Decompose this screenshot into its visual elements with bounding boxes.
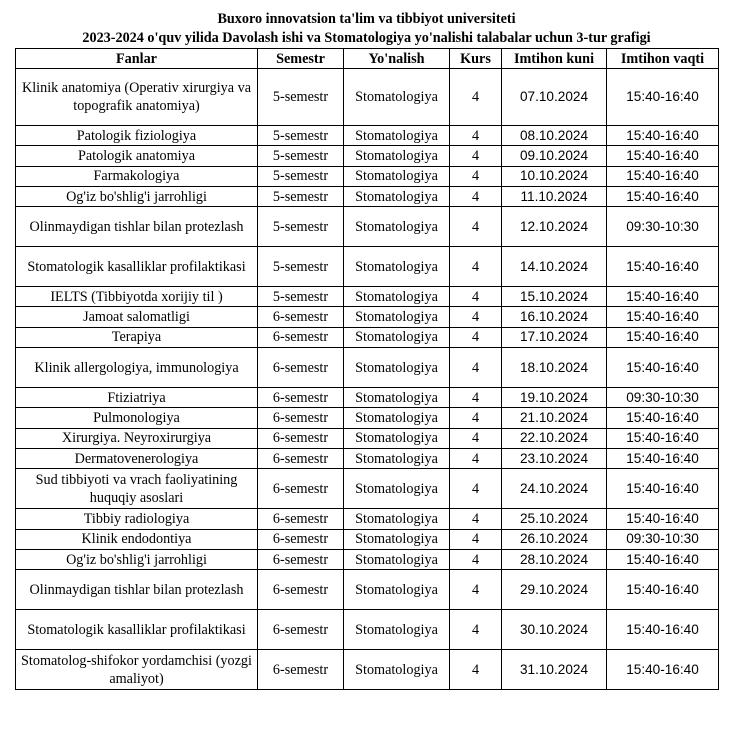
- exam-time-cell: 15:40-16:40: [607, 469, 719, 509]
- direction-cell: Stomatologiya: [344, 146, 450, 166]
- semester-cell: 5-semestr: [258, 247, 344, 287]
- course-cell: 4: [450, 247, 502, 287]
- table-row: [16, 529, 719, 549]
- direction-cell: Stomatologiya: [344, 529, 450, 549]
- course-cell: 4: [450, 549, 502, 569]
- exam-date-cell: 25.10.2024: [502, 509, 607, 529]
- table-row: [16, 448, 719, 468]
- direction-cell: Stomatologiya: [344, 448, 450, 468]
- exam-time-cell: 15:40-16:40: [607, 247, 719, 287]
- direction-cell: Stomatologiya: [344, 186, 450, 206]
- subject-cell: Tibbiy radiologiya: [16, 509, 258, 529]
- course-cell: 4: [450, 428, 502, 448]
- exam-time-cell: 15:40-16:40: [607, 186, 719, 206]
- table-row: [16, 307, 719, 327]
- subject-cell: Olinmaydigan tishlar bilan protezlash: [16, 207, 258, 247]
- course-cell: 4: [450, 207, 502, 247]
- course-cell: 4: [450, 69, 502, 126]
- exam-time-cell: 15:40-16:40: [607, 307, 719, 327]
- table-row: [16, 408, 719, 428]
- semester-cell: 6-semestr: [258, 408, 344, 428]
- exam-time-cell: 09:30-10:30: [607, 388, 719, 408]
- exam-time-cell: 09:30-10:30: [607, 207, 719, 247]
- exam-date-cell: 19.10.2024: [502, 388, 607, 408]
- semester-cell: 6-semestr: [258, 388, 344, 408]
- exam-time-cell: 15:40-16:40: [607, 570, 719, 610]
- column-header-yonalish: Yo'nalish: [344, 49, 450, 69]
- semester-cell: 6-semestr: [258, 469, 344, 509]
- schedule-title: 2023-2024 o'quv yilida Davolash ishi va Stomatologiya yo'nalishi talabalar uchun 3-tur grafigi: [82, 30, 651, 46]
- direction-cell: Stomatologiya: [344, 408, 450, 428]
- exam-time-cell: 15:40-16:40: [607, 146, 719, 166]
- exam-time-cell: 15:40-16:40: [607, 448, 719, 468]
- semester-cell: 6-semestr: [258, 650, 344, 690]
- subject-cell: Dermatovenerologiya: [16, 448, 258, 468]
- university-title: Buxoro innovatsion ta'lim va tibbiyot universiteti: [217, 11, 516, 27]
- column-header-fanlar: Fanlar: [16, 49, 258, 69]
- exam-date-cell: 12.10.2024: [502, 207, 607, 247]
- exam-time-cell: 15:40-16:40: [607, 650, 719, 690]
- subject-cell: Stomatolog-shifokor yordamchisi (yozgi amaliyot): [16, 650, 258, 690]
- course-cell: 4: [450, 126, 502, 146]
- exam-date-cell: 09.10.2024: [502, 146, 607, 166]
- exam-time-cell: 15:40-16:40: [607, 610, 719, 650]
- course-cell: 4: [450, 388, 502, 408]
- direction-cell: Stomatologiya: [344, 509, 450, 529]
- direction-cell: Stomatologiya: [344, 388, 450, 408]
- exam-date-cell: 30.10.2024: [502, 610, 607, 650]
- exam-date-cell: 24.10.2024: [502, 469, 607, 509]
- semester-cell: 5-semestr: [258, 146, 344, 166]
- direction-cell: Stomatologiya: [344, 287, 450, 307]
- direction-cell: Stomatologiya: [344, 610, 450, 650]
- subject-cell: Klinik endodontiya: [16, 529, 258, 549]
- course-cell: 4: [450, 146, 502, 166]
- semester-cell: 6-semestr: [258, 348, 344, 388]
- table-row: [16, 146, 719, 166]
- subject-cell: Pulmonologiya: [16, 408, 258, 428]
- table-row: [16, 327, 719, 347]
- direction-cell: Stomatologiya: [344, 348, 450, 388]
- exam-date-cell: 29.10.2024: [502, 570, 607, 610]
- exam-time-cell: 15:40-16:40: [607, 348, 719, 388]
- column-header-semestr: Semestr: [258, 49, 344, 69]
- exam-time-cell: 15:40-16:40: [607, 126, 719, 146]
- table-row: [16, 186, 719, 206]
- course-cell: 4: [450, 186, 502, 206]
- course-cell: 4: [450, 650, 502, 690]
- exam-time-cell: 15:40-16:40: [607, 549, 719, 569]
- exam-time-cell: 15:40-16:40: [607, 287, 719, 307]
- course-cell: 4: [450, 610, 502, 650]
- direction-cell: Stomatologiya: [344, 69, 450, 126]
- semester-cell: 6-semestr: [258, 610, 344, 650]
- course-cell: 4: [450, 348, 502, 388]
- exam-date-cell: 11.10.2024: [502, 186, 607, 206]
- semester-cell: 6-semestr: [258, 428, 344, 448]
- semester-cell: 6-semestr: [258, 549, 344, 569]
- semester-cell: 6-semestr: [258, 327, 344, 347]
- subject-cell: Stomatologik kasalliklar profilaktikasi: [16, 247, 258, 287]
- exam-date-cell: 10.10.2024: [502, 166, 607, 186]
- table-row: [16, 207, 719, 247]
- subject-cell: Ftiziatriya: [16, 388, 258, 408]
- exam-date-cell: 08.10.2024: [502, 126, 607, 146]
- subject-cell: Xirurgiya. Neyroxirurgiya: [16, 428, 258, 448]
- exam-date-cell: 23.10.2024: [502, 448, 607, 468]
- course-cell: 4: [450, 529, 502, 549]
- exam-date-cell: 26.10.2024: [502, 529, 607, 549]
- column-header-imtihon-kuni: Imtihon kuni: [502, 49, 607, 69]
- column-header-kurs: Kurs: [450, 49, 502, 69]
- semester-cell: 5-semestr: [258, 126, 344, 146]
- exam-date-cell: 07.10.2024: [502, 69, 607, 126]
- direction-cell: Stomatologiya: [344, 166, 450, 186]
- exam-time-cell: 15:40-16:40: [607, 428, 719, 448]
- column-header-imtihon-vaqti: Imtihon vaqti: [607, 49, 719, 69]
- direction-cell: Stomatologiya: [344, 307, 450, 327]
- subject-cell: Og'iz bo'shlig'i jarrohligi: [16, 549, 258, 569]
- subject-cell: Klinik allergologiya, immunologiya: [16, 348, 258, 388]
- direction-cell: Stomatologiya: [344, 327, 450, 347]
- course-cell: 4: [450, 287, 502, 307]
- subject-cell: Og'iz bo'shlig'i jarrohligi: [16, 186, 258, 206]
- exam-time-cell: 09:30-10:30: [607, 529, 719, 549]
- course-cell: 4: [450, 327, 502, 347]
- semester-cell: 6-semestr: [258, 570, 344, 610]
- course-cell: 4: [450, 509, 502, 529]
- direction-cell: Stomatologiya: [344, 207, 450, 247]
- exam-date-cell: 31.10.2024: [502, 650, 607, 690]
- subject-cell: Stomatologik kasalliklar profilaktikasi: [16, 610, 258, 650]
- table-row: [16, 247, 719, 287]
- semester-cell: 5-semestr: [258, 287, 344, 307]
- course-cell: 4: [450, 307, 502, 327]
- exam-time-cell: 15:40-16:40: [607, 327, 719, 347]
- table-row: [16, 69, 719, 126]
- semester-cell: 5-semestr: [258, 69, 344, 126]
- direction-cell: Stomatologiya: [344, 247, 450, 287]
- exam-date-cell: 21.10.2024: [502, 408, 607, 428]
- table-row: [16, 166, 719, 186]
- exam-date-cell: 15.10.2024: [502, 287, 607, 307]
- table-row: [16, 469, 719, 509]
- semester-cell: 5-semestr: [258, 186, 344, 206]
- exam-date-cell: 16.10.2024: [502, 307, 607, 327]
- table-body: [16, 69, 719, 690]
- subject-cell: Jamoat salomatligi: [16, 307, 258, 327]
- course-cell: 4: [450, 570, 502, 610]
- subject-cell: Klinik anatomiya (Operativ xirurgiya va topografik anatomiya): [16, 69, 258, 126]
- course-cell: 4: [450, 166, 502, 186]
- semester-cell: 5-semestr: [258, 207, 344, 247]
- direction-cell: Stomatologiya: [344, 428, 450, 448]
- semester-cell: 6-semestr: [258, 448, 344, 468]
- semester-cell: 5-semestr: [258, 166, 344, 186]
- table-row: [16, 287, 719, 307]
- subject-cell: Patologik fiziologiya: [16, 126, 258, 146]
- semester-cell: 6-semestr: [258, 307, 344, 327]
- course-cell: 4: [450, 448, 502, 468]
- subject-cell: Farmakologiya: [16, 166, 258, 186]
- direction-cell: Stomatologiya: [344, 549, 450, 569]
- table-row: [16, 348, 719, 388]
- table-row: [16, 428, 719, 448]
- table-row: [16, 509, 719, 529]
- exam-time-cell: 15:40-16:40: [607, 408, 719, 428]
- direction-cell: Stomatologiya: [344, 650, 450, 690]
- exam-date-cell: 14.10.2024: [502, 247, 607, 287]
- course-cell: 4: [450, 408, 502, 428]
- exam-date-cell: 22.10.2024: [502, 428, 607, 448]
- exam-time-cell: 15:40-16:40: [607, 166, 719, 186]
- table-row: [16, 610, 719, 650]
- table-header-row: [16, 49, 719, 69]
- exam-date-cell: 18.10.2024: [502, 348, 607, 388]
- subject-cell: Terapiya: [16, 327, 258, 347]
- exam-date-cell: 17.10.2024: [502, 327, 607, 347]
- direction-cell: Stomatologiya: [344, 570, 450, 610]
- exam-time-cell: 15:40-16:40: [607, 509, 719, 529]
- exam-time-cell: 15:40-16:40: [607, 69, 719, 126]
- subject-cell: Olinmaydigan tishlar bilan protezlash: [16, 570, 258, 610]
- semester-cell: 6-semestr: [258, 509, 344, 529]
- direction-cell: Stomatologiya: [344, 469, 450, 509]
- exam-date-cell: 28.10.2024: [502, 549, 607, 569]
- exam-schedule-table: [15, 48, 719, 690]
- subject-cell: Sud tibbiyoti va vrach faoliyatining huquqiy asoslari: [16, 469, 258, 509]
- table-row: [16, 570, 719, 610]
- subject-cell: Patologik anatomiya: [16, 146, 258, 166]
- table-row: [16, 650, 719, 690]
- table-row: [16, 126, 719, 146]
- semester-cell: 6-semestr: [258, 529, 344, 549]
- table-row: [16, 388, 719, 408]
- table-row: [16, 549, 719, 569]
- schedule-document: [15, 10, 718, 690]
- subject-cell: IELTS (Tibbiyotda xorijiy til ): [16, 287, 258, 307]
- course-cell: 4: [450, 469, 502, 509]
- direction-cell: Stomatologiya: [344, 126, 450, 146]
